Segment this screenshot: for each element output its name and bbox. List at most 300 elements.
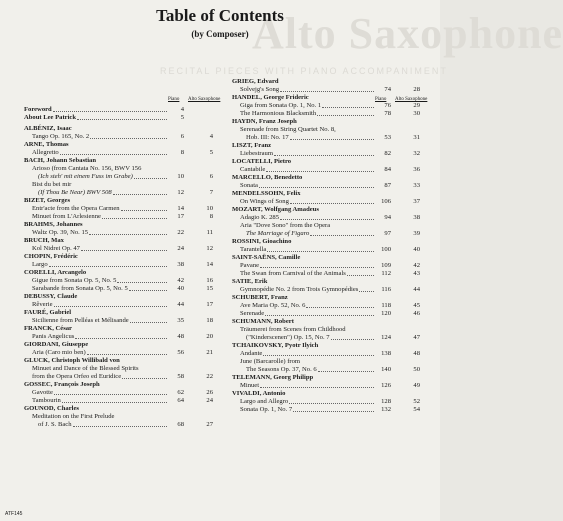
toc-entry-row xyxy=(232,398,432,406)
piano-page-number: 24 xyxy=(177,245,184,252)
sax-page-number: 21 xyxy=(206,349,213,356)
toc-entry-row xyxy=(24,333,230,341)
leader-dots xyxy=(310,235,374,236)
leader-dots xyxy=(73,426,167,427)
background-title-text: Alto Saxophone xyxy=(252,9,563,58)
sax-page-number: 31 xyxy=(413,134,420,141)
leader-dots xyxy=(293,411,374,412)
sax-page-number: 32 xyxy=(413,150,420,157)
leader-dots xyxy=(87,354,167,355)
piano-page-number: 22 xyxy=(177,229,184,236)
leader-dots xyxy=(347,275,374,276)
toc-entry-row xyxy=(24,261,230,269)
toc-composer-row xyxy=(24,269,230,277)
toc-composer-row xyxy=(24,197,230,205)
toc-entry-row xyxy=(24,317,230,325)
piece-title: Tambourin xyxy=(32,397,61,404)
piano-page-number: 120 xyxy=(381,310,391,317)
toc-entry-row xyxy=(232,102,432,110)
toc-composer-row xyxy=(24,157,230,165)
composer-name: SCHUBERT, Franz xyxy=(232,294,288,301)
toc-entry-row xyxy=(24,397,230,405)
toc-composer-row xyxy=(232,78,432,86)
composer-name: SCHUMANN, Robert xyxy=(232,318,294,325)
toc-entry-row xyxy=(232,230,432,238)
leader-dots xyxy=(317,115,374,116)
piano-page-number: 106 xyxy=(381,198,391,205)
piano-page-number: 12 xyxy=(177,189,184,196)
sax-page-number: 15 xyxy=(206,285,213,292)
sax-page-number: 42 xyxy=(413,262,420,269)
toc-entry-row xyxy=(232,366,432,374)
piano-page-number: 38 xyxy=(177,261,184,268)
sax-page-number: 17 xyxy=(206,301,213,308)
toc-entry-row xyxy=(24,389,230,397)
background-subtitle-text: RECITAL PIECES WITH PIANO ACCOMPANIMENT xyxy=(160,66,448,76)
piece-title: (Ich steh' mit einem Fuss im Grabe) xyxy=(38,173,133,180)
toc-entry-row xyxy=(24,285,230,293)
composer-name: About Lee Patrick xyxy=(24,114,77,121)
sax-page-number: 33 xyxy=(413,182,420,189)
toc-composer-row xyxy=(232,142,432,150)
toc-entry-row xyxy=(232,262,432,270)
piece-title: Arioso (from Cantata No. 156, BWV 156 xyxy=(32,165,142,172)
piece-title: Hob. III: No. 17 xyxy=(246,134,289,141)
sax-page-number: 7 xyxy=(209,189,213,196)
piano-page-number: 100 xyxy=(381,246,391,253)
composer-name: ARNE, Thomas xyxy=(24,141,69,148)
piece-title: Tarantella xyxy=(240,246,267,253)
toc-entry-row xyxy=(232,350,432,358)
toc-entry-row xyxy=(232,302,432,310)
toc-composer-row xyxy=(232,374,432,382)
piano-page-number: 62 xyxy=(177,389,184,396)
piano-page-number: 126 xyxy=(381,382,391,389)
toc-composer-row xyxy=(232,174,432,182)
leader-dots xyxy=(265,315,374,316)
sax-page-number: 6 xyxy=(209,173,213,180)
toc-entry-row xyxy=(232,270,432,278)
piece-title: from the Opera Orfeo ed Euridice xyxy=(32,373,122,380)
column-header-piano-left: Piano xyxy=(168,97,180,102)
composer-name: FAURÉ, Gabriel xyxy=(24,309,72,316)
piece-title: Tango Op. 165, No. 2 xyxy=(32,133,90,140)
toc-composer-row xyxy=(232,190,432,198)
leader-dots xyxy=(280,91,374,92)
sax-page-number: 16 xyxy=(206,277,213,284)
sax-page-number: 54 xyxy=(413,406,420,413)
page-title: Table of Contents xyxy=(156,6,284,25)
piano-page-number: 14 xyxy=(177,205,184,212)
toc-entry-row xyxy=(24,149,230,157)
leader-dots xyxy=(77,119,167,120)
toc-composer-row xyxy=(232,342,432,350)
piece-title: Entr'acte from the Opera Carmen xyxy=(32,205,120,212)
piece-title: Serenade xyxy=(240,310,265,317)
leader-dots xyxy=(260,387,374,388)
piano-page-number: 10 xyxy=(177,173,184,180)
sax-page-number: 22 xyxy=(206,373,213,380)
sax-page-number: 30 xyxy=(413,110,420,117)
composer-name: SAINT-SAËNS, Camille xyxy=(232,254,301,261)
leader-dots xyxy=(290,203,374,204)
piano-page-number: 35 xyxy=(177,317,184,324)
toc-entry-row xyxy=(24,349,230,357)
piano-page-number: 78 xyxy=(384,110,391,117)
piano-page-number: 17 xyxy=(177,213,184,220)
piece-title: Sonata xyxy=(240,182,258,189)
leader-dots xyxy=(306,307,374,308)
leader-dots xyxy=(267,251,374,252)
toc-entry-row xyxy=(24,229,230,237)
piano-page-number: 82 xyxy=(384,150,391,157)
leader-dots xyxy=(121,210,167,211)
toc-entry-row xyxy=(24,245,230,253)
piano-page-number: 68 xyxy=(177,421,184,428)
piece-title: Meditation on the First Prelude xyxy=(32,413,115,420)
toc-entry-row xyxy=(232,222,432,230)
toc-entry-row xyxy=(24,213,230,221)
piano-page-number: 5 xyxy=(180,114,184,121)
composer-name: BRUCH, Max xyxy=(24,237,64,244)
piano-page-number: 140 xyxy=(381,366,391,373)
toc-entry-row xyxy=(232,182,432,190)
piece-title: Cantabile xyxy=(240,166,266,173)
composer-name: SATIE, Erik xyxy=(232,278,268,285)
toc-composer-row xyxy=(232,206,432,214)
leader-dots xyxy=(331,339,374,340)
piano-page-number: 109 xyxy=(381,262,391,269)
leader-dots xyxy=(113,194,167,195)
toc-entry-row xyxy=(232,126,432,134)
toc-entry-row xyxy=(24,181,230,189)
piece-title: Giga from Sonata Op. 1, No. 1 xyxy=(240,102,322,109)
column-header-sax-right: Alto Saxophone xyxy=(395,97,428,102)
piano-page-number: 124 xyxy=(381,334,391,341)
sax-page-number: 37 xyxy=(413,198,420,205)
piano-page-number: 74 xyxy=(384,86,391,93)
piano-page-number: 64 xyxy=(177,397,184,404)
sax-page-number: 46 xyxy=(413,310,420,317)
leader-dots xyxy=(89,234,167,235)
toc-entry-row xyxy=(24,205,230,213)
piece-title: Waltz Op. 39, No. 15 xyxy=(32,229,89,236)
sax-page-number: 52 xyxy=(413,398,420,405)
piece-title: The Seasons Op. 37, No. 6 xyxy=(246,366,317,373)
toc-entry-row xyxy=(24,365,230,373)
piece-title: Kol Nidrei Op. 47 xyxy=(32,245,80,252)
composer-name: MOZART, Wolfgang Amadeus xyxy=(232,206,319,213)
sax-page-number: 49 xyxy=(413,382,420,389)
toc-composer-row xyxy=(232,158,432,166)
leader-dots xyxy=(90,138,167,139)
piano-page-number: 42 xyxy=(177,277,184,284)
composer-name: GOUNOD, Charles xyxy=(24,405,79,412)
toc-entry-row xyxy=(232,358,432,366)
toc-column-right xyxy=(232,78,432,414)
leader-dots xyxy=(75,338,167,339)
composer-name: GOSSEC, François Joseph xyxy=(24,381,100,388)
toc-composer-row xyxy=(24,381,230,389)
sax-page-number: 11 xyxy=(206,229,213,236)
piece-title: On Wings of Song xyxy=(240,198,289,205)
composer-name: GRIEG, Edvard xyxy=(232,78,279,85)
piano-page-number: 112 xyxy=(381,270,391,277)
leader-dots xyxy=(280,219,374,220)
toc-entry-row xyxy=(24,301,230,309)
toc-entry-row xyxy=(232,214,432,222)
piano-page-number: 8 xyxy=(180,149,184,156)
toc-entry-row xyxy=(232,110,432,118)
leader-dots xyxy=(122,378,167,379)
toc-column-left xyxy=(24,106,230,429)
piano-page-number: 84 xyxy=(384,166,391,173)
composer-name: HANDEL, George Frideric xyxy=(232,94,309,101)
toc-entry-row xyxy=(24,421,230,429)
sax-page-number: 8 xyxy=(209,213,213,220)
piece-title: Largo xyxy=(32,261,48,268)
piece-title: The Marriage of Figaro xyxy=(246,230,310,237)
piece-title: Aria "Dove Sono" from the Opera xyxy=(240,222,331,229)
toc-entry-row xyxy=(232,406,432,414)
leader-dots xyxy=(322,107,374,108)
composer-name: HAYDN, Franz Joseph xyxy=(232,118,297,125)
composer-name: BRAHMS, Johannes xyxy=(24,221,83,228)
toc-entry-row xyxy=(232,150,432,158)
toc-composer-row xyxy=(24,114,230,122)
piano-page-number: 116 xyxy=(381,286,391,293)
piano-page-number: 44 xyxy=(177,301,184,308)
sax-page-number: 29 xyxy=(413,102,420,109)
piece-title: Andante xyxy=(240,350,263,357)
toc-composer-row xyxy=(24,106,230,114)
toc-entry-row xyxy=(24,173,230,181)
toc-entry-row xyxy=(24,413,230,421)
toc-composer-row xyxy=(232,238,432,246)
piece-title: Sicilienne from Pelléas et Mélisande xyxy=(32,317,129,324)
sax-page-number: 26 xyxy=(206,389,213,396)
piano-page-number: 118 xyxy=(381,302,391,309)
footer-code: ATF145 xyxy=(5,511,23,517)
piece-title: Bist du bei mir xyxy=(32,181,72,188)
piece-title: Sarabande from Sonata Op. 5, No. 5 xyxy=(32,285,128,292)
composer-name: GLUCK, Christoph Willibald von xyxy=(24,357,120,364)
sax-page-number: 45 xyxy=(413,302,420,309)
leader-dots xyxy=(260,267,374,268)
composer-name: VIVALDI, Antonio xyxy=(232,390,286,397)
piece-title: Liebestraum xyxy=(240,150,273,157)
piece-title: Gavotte xyxy=(32,389,53,396)
piece-title: Rêverie xyxy=(32,301,53,308)
leader-dots xyxy=(259,187,374,188)
sax-page-number: 24 xyxy=(206,397,213,404)
piano-page-number: 97 xyxy=(384,230,391,237)
sax-page-number: 14 xyxy=(206,261,213,268)
toc-composer-row xyxy=(232,390,432,398)
piece-title: Panis Angelicus xyxy=(32,333,75,340)
composer-name: LOCATELLI, Pietro xyxy=(232,158,292,165)
toc-entry-row xyxy=(232,382,432,390)
piece-title: (If Thou Be Near) BWV 508 xyxy=(38,189,112,196)
piece-title: June (Barcarolle) from xyxy=(240,358,301,365)
leader-dots xyxy=(318,371,374,372)
leader-dots xyxy=(290,139,374,140)
piano-page-number: 87 xyxy=(384,182,391,189)
sax-page-number: 20 xyxy=(206,333,213,340)
sax-page-number: 44 xyxy=(413,286,420,293)
piano-page-number: 128 xyxy=(381,398,391,405)
composer-name: GIORDANI, Giuseppe xyxy=(24,341,89,348)
toc-composer-row xyxy=(24,141,230,149)
toc-entry-row xyxy=(232,198,432,206)
composer-name: Foreword xyxy=(24,106,52,113)
piece-title: ("Kinderscenen") Op. 15, No. 7 xyxy=(246,334,330,341)
piece-title: Pavane xyxy=(240,262,260,269)
composer-name: ALBÉNIZ, Isaac xyxy=(24,125,72,132)
piece-title: Aria (Caro mio ben) xyxy=(32,349,86,356)
leader-dots xyxy=(289,403,374,404)
toc-entry-row xyxy=(232,286,432,294)
toc-composer-row xyxy=(232,278,432,286)
toc-entry-row xyxy=(232,310,432,318)
leader-dots xyxy=(54,394,167,395)
column-header-piano-right: Piano xyxy=(375,97,387,102)
composer-name: MARCELLO, Benedetto xyxy=(232,174,303,181)
leader-dots xyxy=(359,291,374,292)
toc-composer-row xyxy=(24,253,230,261)
piece-title: Sonata Op. 1, No. 7 xyxy=(240,406,293,413)
piece-title: Allegretto xyxy=(32,149,59,156)
leader-dots xyxy=(81,250,167,251)
piano-page-number: 40 xyxy=(177,285,184,292)
piece-title: Largo and Allegro xyxy=(240,398,289,405)
toc-composer-row xyxy=(24,341,230,349)
toc-entry-row xyxy=(232,326,432,334)
sax-page-number: 4 xyxy=(209,133,213,140)
composer-name: CHOPIN, Frédéric xyxy=(24,253,78,260)
leader-dots xyxy=(62,402,167,403)
piece-title: of J. S. Bach xyxy=(38,421,72,428)
toc-composer-row xyxy=(232,318,432,326)
leader-dots xyxy=(266,171,374,172)
leader-dots xyxy=(54,306,167,307)
toc-entry-row xyxy=(232,86,432,94)
composer-name: FRANCK, César xyxy=(24,325,72,332)
toc-entry-row xyxy=(232,246,432,254)
toc-composer-row xyxy=(24,309,230,317)
leader-dots xyxy=(117,282,167,283)
sax-page-number: 47 xyxy=(413,334,420,341)
toc-entry-row xyxy=(24,373,230,381)
piano-page-number: 94 xyxy=(384,214,391,221)
leader-dots xyxy=(53,111,167,112)
toc-entry-row xyxy=(24,165,230,173)
composer-name: BIZET, Georges xyxy=(24,197,71,204)
piano-page-number: 4 xyxy=(180,106,184,113)
piece-title: The Harmonious Blacksmith xyxy=(240,110,317,117)
sax-page-number: 50 xyxy=(413,366,420,373)
piano-page-number: 48 xyxy=(177,333,184,340)
piece-title: Träumerei from Scenes from Childhood xyxy=(240,326,346,333)
composer-name: DEBUSSY, Claude xyxy=(24,293,78,300)
toc-composer-row xyxy=(24,357,230,365)
composer-name: TELEMANN, Georg Philipp xyxy=(232,374,314,381)
toc-composer-row xyxy=(24,325,230,333)
piece-title: Gigue from Sonata Op. 5, No. 5 xyxy=(32,277,117,284)
sax-page-number: 48 xyxy=(413,350,420,357)
leader-dots xyxy=(49,266,167,267)
piece-title: Ave Maria Op. 52, No. 6 xyxy=(240,302,306,309)
sax-page-number: 18 xyxy=(206,317,213,324)
piece-title: Solvejg's Song xyxy=(240,86,280,93)
leader-dots xyxy=(134,178,167,179)
sax-page-number: 40 xyxy=(413,246,420,253)
toc-entry-row xyxy=(24,189,230,197)
sax-page-number: 36 xyxy=(413,166,420,173)
toc-entry-row xyxy=(232,334,432,342)
sax-page-number: 43 xyxy=(413,270,420,277)
toc-composer-row xyxy=(232,118,432,126)
toc-composer-row xyxy=(232,254,432,262)
piano-page-number: 58 xyxy=(177,373,184,380)
toc-entry-row xyxy=(232,134,432,142)
piece-title: Minuet xyxy=(240,382,260,389)
piano-page-number: 138 xyxy=(381,350,391,357)
column-header-sax-left: Alto Saxophone xyxy=(188,97,221,102)
piece-title: Minuet from L'Arlesienne xyxy=(32,213,101,220)
piece-title: Minuet and Dance of the Blessed Spirits xyxy=(32,365,139,372)
piano-page-number: 53 xyxy=(384,134,391,141)
leader-dots xyxy=(60,154,167,155)
composer-name: ROSSINI, Gioachino xyxy=(232,238,292,245)
sax-page-number: 10 xyxy=(206,205,213,212)
toc-composer-row xyxy=(232,94,432,102)
leader-dots xyxy=(129,290,167,291)
piano-page-number: 132 xyxy=(381,406,391,413)
piece-title: Serenade from String Quartet No. 8, xyxy=(240,126,336,133)
toc-entry-row xyxy=(24,133,230,141)
leader-dots xyxy=(102,218,167,219)
toc-composer-row xyxy=(24,125,230,133)
piano-page-number: 56 xyxy=(177,349,184,356)
toc-composer-row xyxy=(24,237,230,245)
piece-title: Gymnopédie No. 2 from Trois Gymnopédies xyxy=(240,286,359,293)
sax-page-number: 27 xyxy=(206,421,213,428)
sax-page-number: 38 xyxy=(413,214,420,221)
piano-page-number: 6 xyxy=(180,133,184,140)
leader-dots xyxy=(263,355,374,356)
page-subtitle: (by Composer) xyxy=(191,29,249,39)
leader-dots xyxy=(130,322,167,323)
composer-name: TCHAIKOVSKY, Pyotr Ilyich xyxy=(232,342,319,349)
composer-name: CORELLI, Arcangelo xyxy=(24,269,87,276)
toc-composer-row xyxy=(232,294,432,302)
toc-composer-row xyxy=(24,405,230,413)
piece-title: Adagio K. 285 xyxy=(240,214,280,221)
composer-name: MENDELSSOHN, Felix xyxy=(232,190,301,197)
toc-composer-row xyxy=(24,221,230,229)
toc-composer-row xyxy=(24,293,230,301)
toc-entry-row xyxy=(232,166,432,174)
sax-page-number: 28 xyxy=(413,86,420,93)
sax-page-number: 5 xyxy=(209,149,213,156)
toc-entry-row xyxy=(24,277,230,285)
composer-name: BACH, Johann Sebastian xyxy=(24,157,97,164)
sax-page-number: 12 xyxy=(206,245,213,252)
piece-title: The Swan from Carnival of the Animals xyxy=(240,270,346,277)
piano-page-number: 76 xyxy=(384,102,391,109)
composer-name: LISZT, Franz xyxy=(232,142,272,149)
